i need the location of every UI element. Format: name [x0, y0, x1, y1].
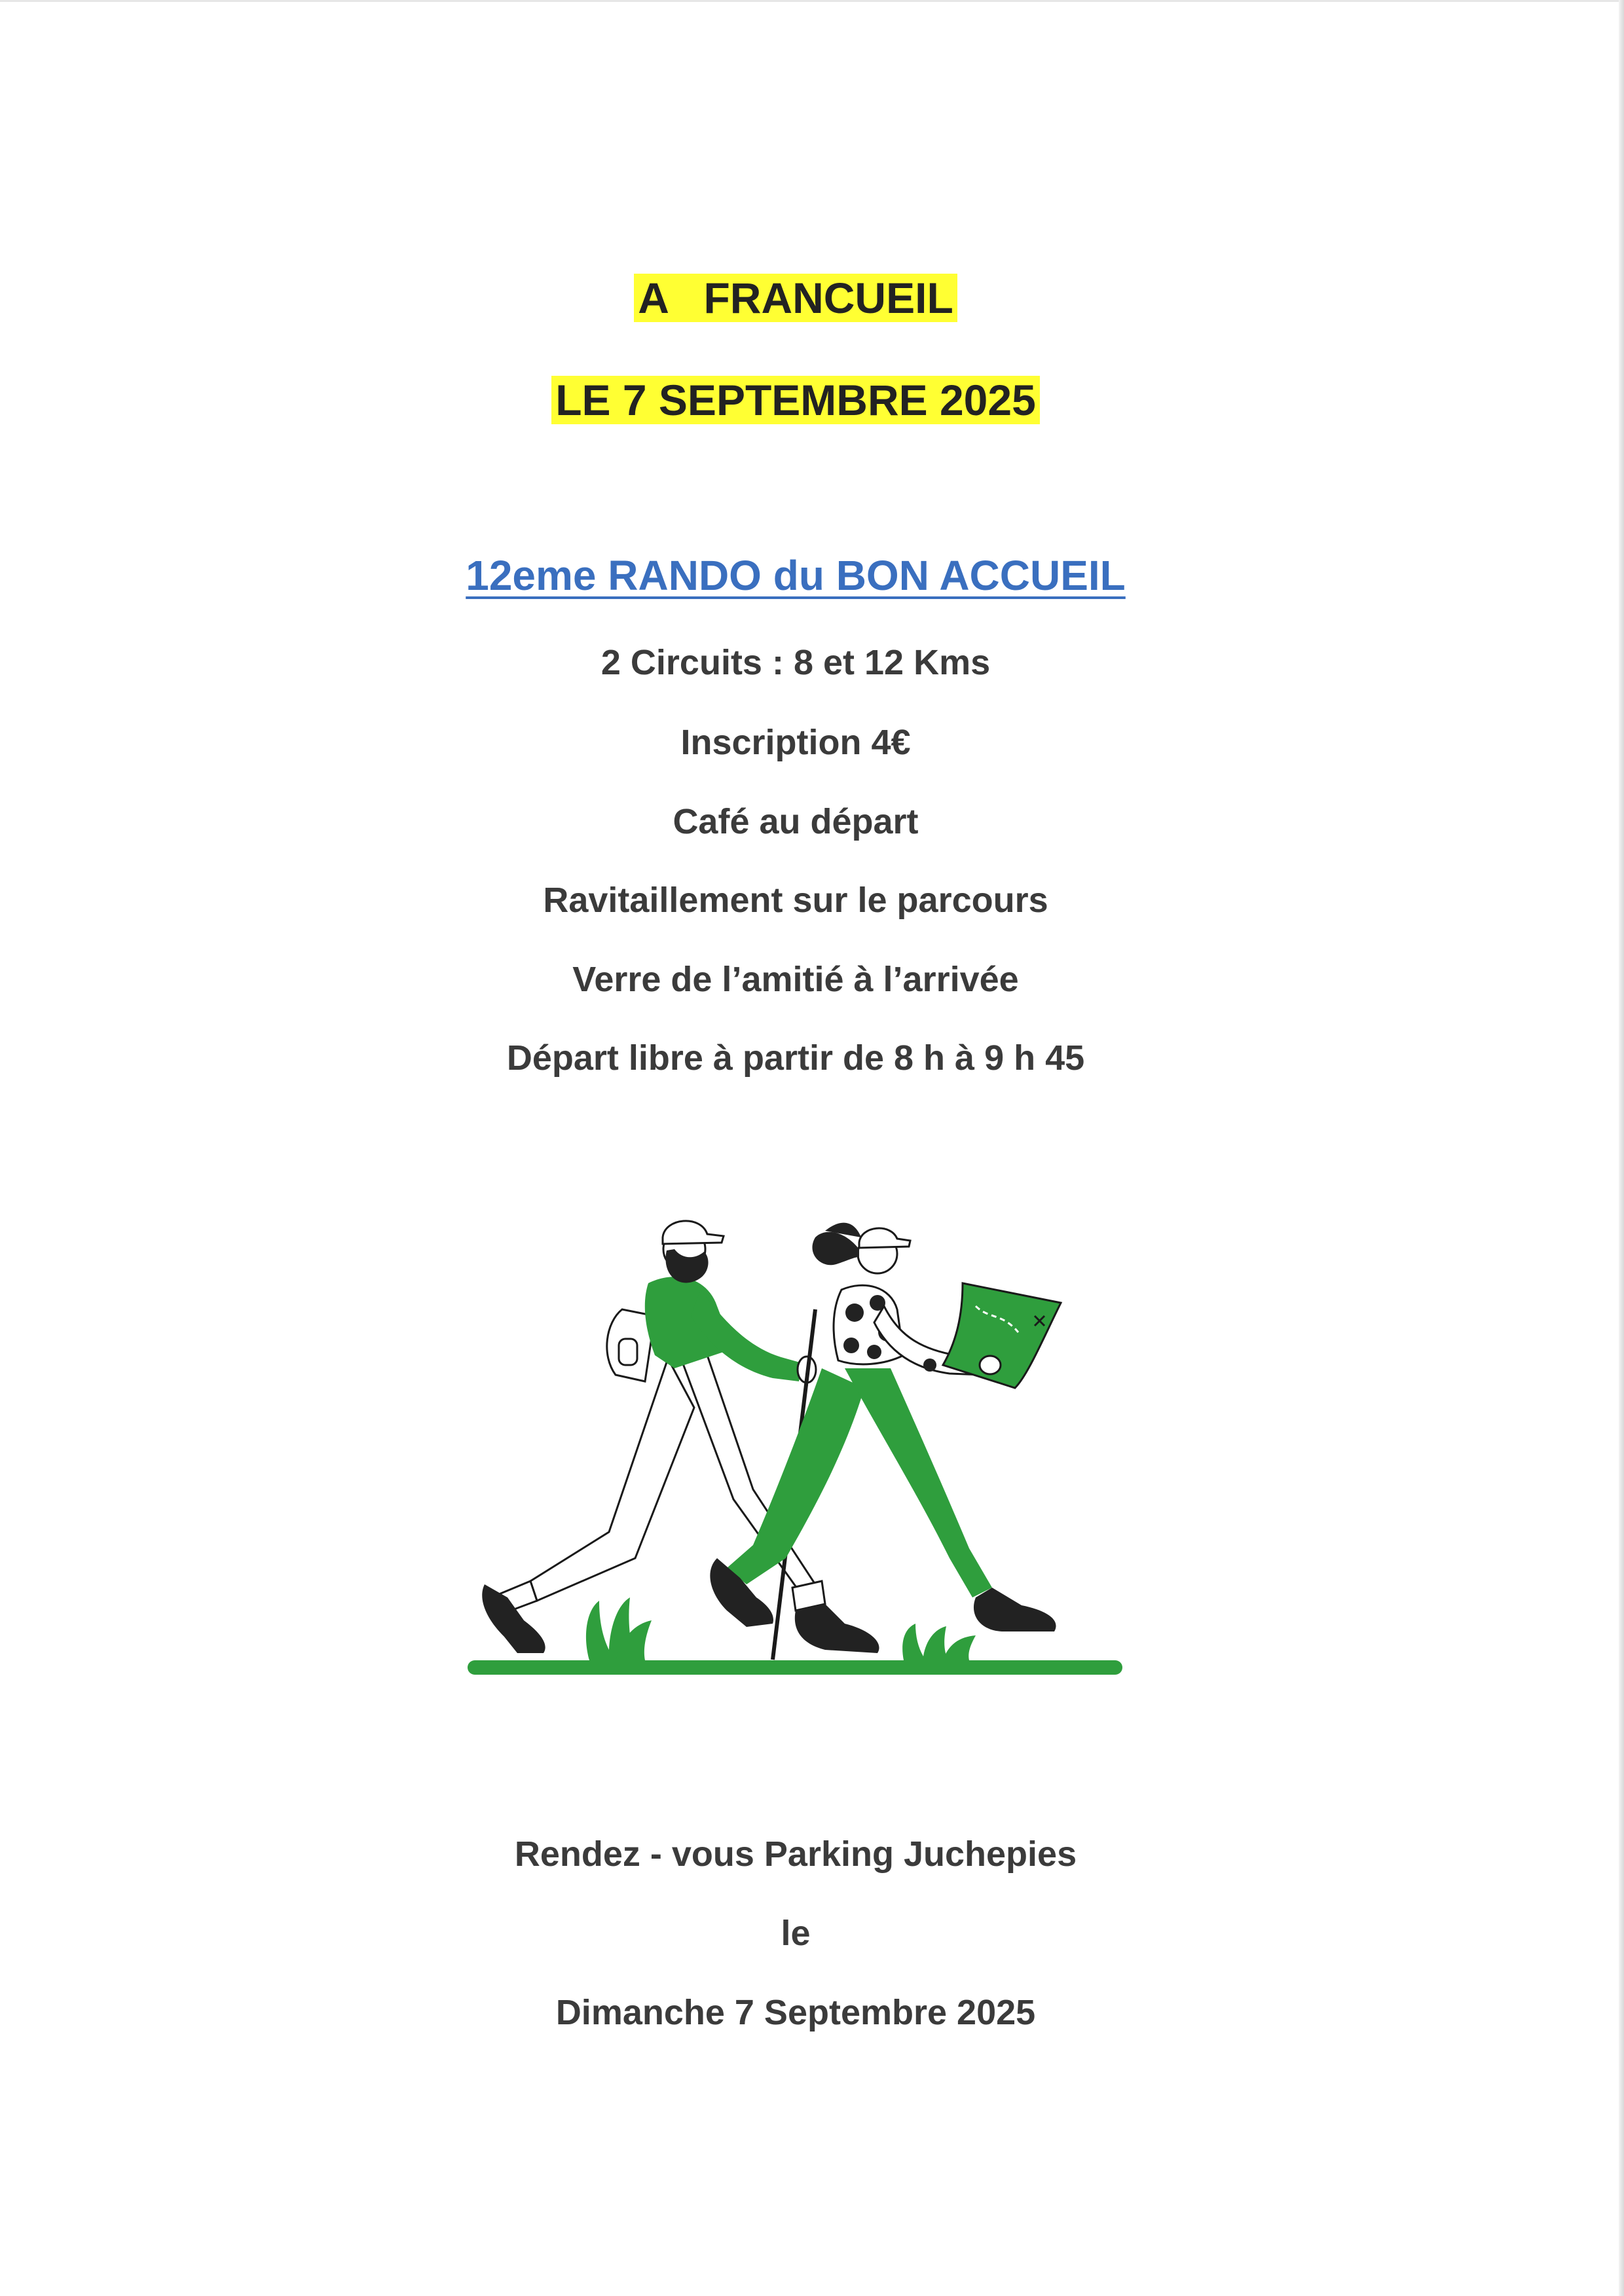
grass-right-icon — [902, 1624, 976, 1660]
event-title — [0, 546, 1591, 605]
woman-hiker — [710, 1223, 1061, 1631]
detail-cafe: Café au départ — [673, 802, 919, 841]
date-text: LE 7 SEPTEMBRE 2025 — [551, 376, 1040, 424]
meeting-date: Dimanche 7 Septembre 2025 — [555, 1993, 1036, 2032]
detail-depart: Départ libre à partir de 8 h à 9 h 45 — [506, 1038, 1085, 1078]
event-title-text: 12eme RANDO du BON ACCUEIL — [466, 552, 1126, 599]
detail-circuits: 2 Circuits : 8 et 12 Kms — [600, 643, 991, 682]
meeting-point: Rendez - vous Parking Juchepies — [514, 1834, 1077, 1874]
hikers-icon — [458, 1192, 1139, 1689]
ground-bar — [468, 1660, 1122, 1675]
detail-inscription: Inscription 4€ — [680, 723, 911, 762]
detail-verre: Verre de l’amitié à l’arrivée — [572, 960, 1019, 999]
location-text: A FRANCUEIL — [634, 274, 957, 322]
scan-right-edge — [1619, 0, 1624, 2296]
grass-left-icon — [586, 1597, 652, 1660]
date-heading — [0, 371, 1591, 429]
location-heading — [0, 268, 1591, 327]
meeting-connector: le — [781, 1914, 811, 1953]
scan-top-edge — [0, 0, 1624, 2]
detail-ravitaillement: Ravitaillement sur le parcours — [543, 881, 1048, 920]
